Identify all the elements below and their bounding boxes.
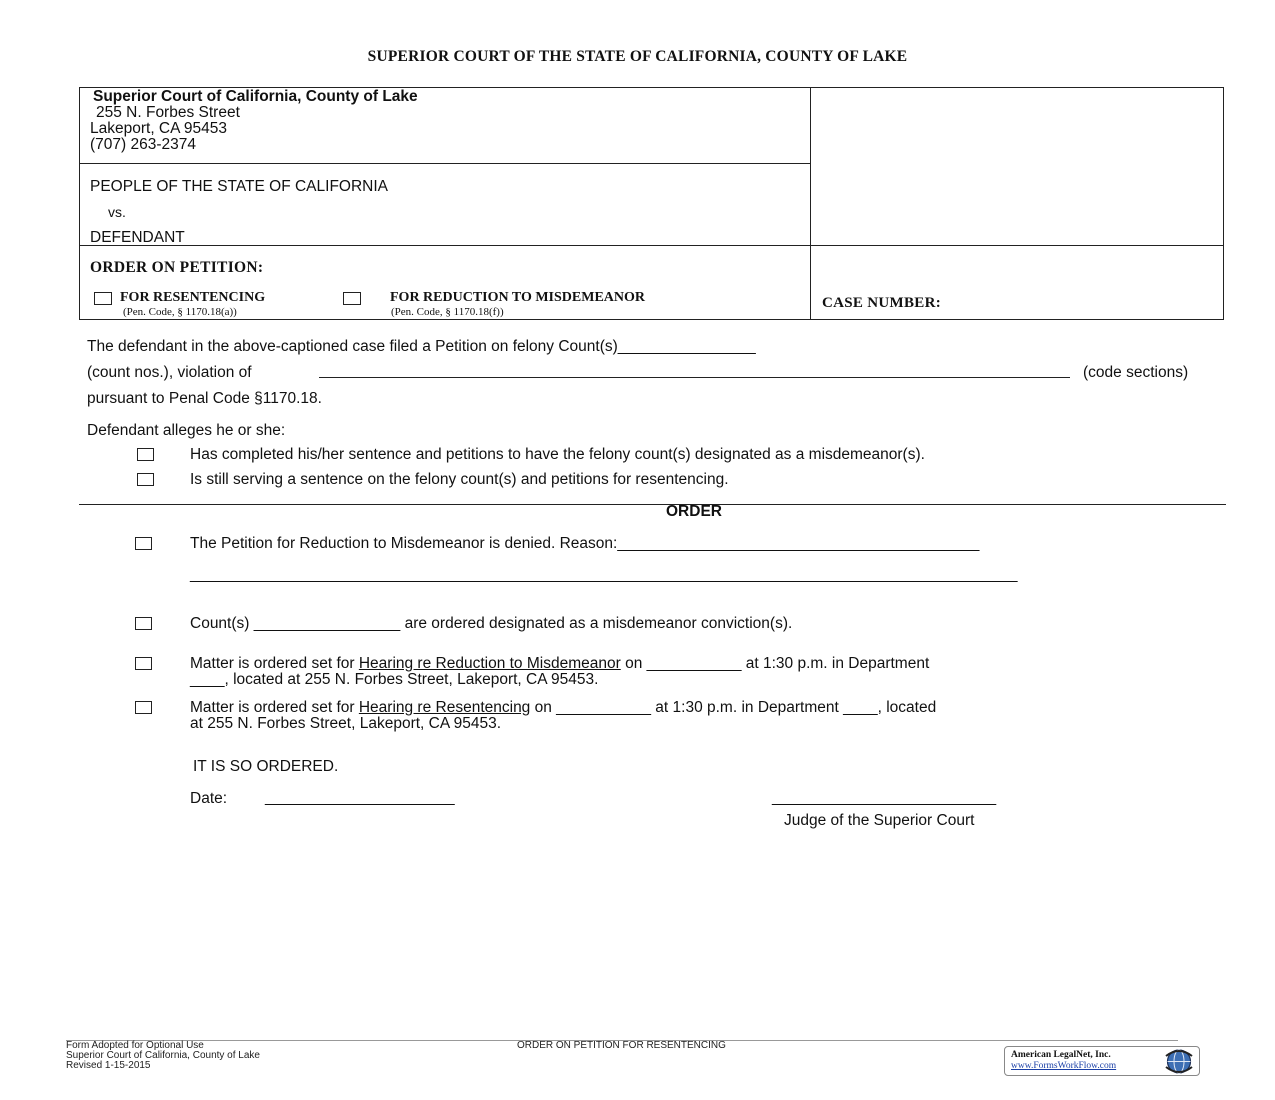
- counts-text: Count(s) _________________ are ordered designated as a misdemeanor conviction(s).: [190, 615, 793, 632]
- allegation-2-text: Is still serving a sentence on the felony count(s) and petitions for resentencing.: [190, 471, 729, 488]
- resentencing-label: FOR RESENTENCING: [120, 290, 266, 305]
- footer-court: Superior Court of California, County of Lake: [66, 1050, 260, 1061]
- hearing-resentencing-line-2: at 255 N. Forbes Street, Lakeport, CA 95453.: [190, 715, 502, 732]
- hearing-misdemeanor-line-2: ____, located at 255 N. Forbes Street, Lakeport, CA 95453.: [190, 671, 599, 688]
- hearing-misdemeanor-text: Matter is ordered set for Hearing re Reduction to Misdemeanor on ___________ at 1:30 p.m. in Department: [190, 655, 930, 672]
- petition-line-2-left: (count nos.), violation of: [87, 364, 252, 381]
- date-blank[interactable]: ______________________: [265, 789, 455, 806]
- defendant-label: DEFENDANT: [90, 229, 185, 246]
- counts-checkbox[interactable]: [135, 617, 152, 630]
- misdemeanor-checkbox[interactable]: [343, 292, 361, 305]
- order-title: ORDER ON PETITION:: [90, 259, 264, 276]
- order-heading: ORDER: [666, 503, 722, 520]
- resentencing-checkbox[interactable]: [94, 292, 112, 305]
- court-street: 255 N. Forbes Street: [96, 104, 240, 121]
- allegation-1-text: Has completed his/her sentence and petitions to have the felony count(s) designated as a misdemeanor(s).: [190, 446, 925, 463]
- code-violation-blank[interactable]: [319, 377, 1070, 378]
- denied-text: The Petition for Reduction to Misdemeanor is denied. Reason:__________________________________________: [190, 535, 980, 552]
- judge-label: Judge of the Superior Court: [784, 812, 975, 829]
- caption-box: [79, 87, 1224, 320]
- globe-icon: [1161, 1048, 1197, 1075]
- plaintiff-name: PEOPLE OF THE STATE OF CALIFORNIA: [90, 178, 388, 195]
- misdemeanor-code: (Pen. Code, § 1170.18(f)): [391, 306, 504, 318]
- order-divider: [79, 504, 1226, 505]
- footer-revised: Revised 1-15-2015: [66, 1060, 151, 1071]
- logo-url[interactable]: www.FormsWorkFlow.com: [1011, 1061, 1117, 1071]
- allegation-2-checkbox[interactable]: [137, 473, 154, 486]
- misdemeanor-label: FOR REDUCTION TO MISDEMEANOR: [390, 290, 646, 305]
- hearing-misdemeanor-link: Hearing re Reduction to Misdemeanor: [358, 655, 621, 672]
- allegation-1-checkbox[interactable]: [137, 448, 154, 461]
- court-phone: (707) 263-2374: [90, 136, 196, 153]
- footer-adopted: Form Adopted for Optional Use: [66, 1040, 204, 1051]
- alleges-label: Defendant alleges he or she:: [87, 422, 286, 439]
- caption-rule: [80, 163, 810, 164]
- denied-reason-continuation: ________________________________________________________________________________________________: [190, 566, 1018, 583]
- case-number-label: CASE NUMBER:: [822, 295, 942, 311]
- hearing-resentencing-text: Matter is ordered set for Hearing re Resentencing on ___________ at 1:30 p.m. in Department ____, located: [190, 699, 937, 716]
- resentencing-code: (Pen. Code, § 1170.18(a)): [123, 306, 237, 318]
- versus-label: vs.: [108, 204, 126, 220]
- date-label: Date:: [190, 790, 228, 807]
- legalnet-logo[interactable]: [1004, 1046, 1200, 1076]
- footer-form-title: ORDER ON PETITION FOR RESENTENCING: [517, 1040, 726, 1051]
- petition-line-3: pursuant to Penal Code §1170.18.: [87, 390, 322, 407]
- caption-rule: [80, 245, 1223, 246]
- hearing-resentencing-link: Hearing re Resentencing: [358, 699, 531, 716]
- court-name: Superior Court of California, County of Lake: [93, 88, 418, 105]
- denied-checkbox[interactable]: [135, 537, 152, 550]
- hearing-resentencing-checkbox[interactable]: [135, 701, 152, 714]
- petition-line-2-right: (code sections): [1083, 364, 1189, 381]
- so-ordered: IT IS SO ORDERED.: [193, 758, 339, 775]
- hearing-misdemeanor-checkbox[interactable]: [135, 657, 152, 670]
- petition-line-1: The defendant in the above-captioned case filed a Petition on felony Count(s)________________: [87, 338, 756, 355]
- court-city: Lakeport, CA 95453: [90, 120, 228, 137]
- logo-company-name: American LegalNet, Inc.: [1011, 1050, 1111, 1060]
- court-title: SUPERIOR COURT OF THE STATE OF CALIFORNIA, COUNTY OF LAKE: [367, 48, 908, 65]
- caption-divider: [810, 88, 811, 319]
- signature-blank[interactable]: __________________________: [772, 789, 997, 806]
